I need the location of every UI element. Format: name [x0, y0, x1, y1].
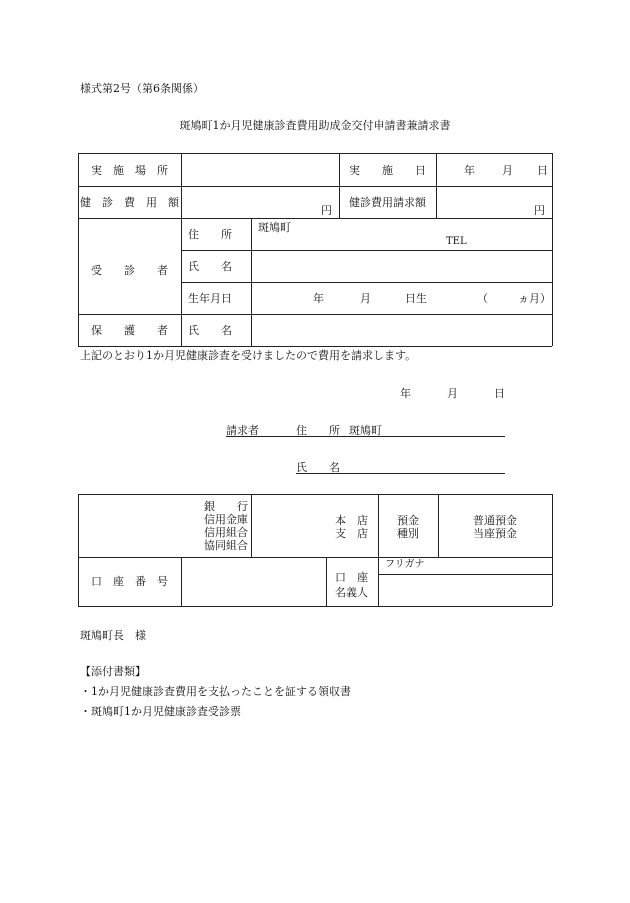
date-year: 年 [464, 164, 475, 177]
venue-label: 実 施 場 所 [91, 164, 168, 177]
addressee: 斑鳩町長 様 [80, 629, 146, 642]
branch-type-branch[interactable]: 支 店 [335, 527, 368, 540]
deposit-type-options [438, 514, 552, 540]
date-line-day: 日 [494, 387, 505, 400]
bank-type-kyodo[interactable]: 協同組合 [204, 539, 248, 552]
venue-field[interactable] [186, 158, 336, 182]
bank-type-list [188, 500, 248, 552]
claimant-name-label: 氏 名 [296, 461, 340, 474]
furigana-label: フリガナ [385, 559, 425, 570]
dob-year: 年 [313, 292, 324, 305]
patient-address-value: 斑鳩町 [258, 221, 291, 234]
branch-type-list [335, 514, 375, 540]
guardian-label: 保 護 者 [91, 324, 168, 337]
dob-month: 月 [360, 292, 371, 305]
date-day: 日 [537, 164, 548, 177]
patient-name-field[interactable] [256, 254, 546, 278]
claimant-name-field[interactable] [345, 455, 503, 473]
deposit-type-ordinary[interactable]: 普通預金 [473, 514, 517, 527]
account-holder-label: 口 座 名義人 [335, 571, 368, 599]
cost-label: 健 診 費 用 額 [80, 196, 179, 209]
claimant-name-underline [296, 473, 505, 474]
deposit-type-label: 預金 種別 [397, 514, 419, 540]
cost-yen: 円 [321, 204, 332, 217]
bank-type-shinkumi[interactable]: 信用組合 [204, 526, 248, 539]
claim-yen: 円 [534, 204, 545, 217]
bank-type-shinkin[interactable]: 信用金庫 [204, 513, 248, 526]
account-holder-field[interactable] [383, 578, 547, 602]
date-month: 月 [502, 164, 513, 177]
age-unit: ヵ月） [518, 292, 551, 305]
account-number-field[interactable] [186, 562, 322, 602]
request-statement: 上記のとおり1か月児健康診査を受けましたので費用を請求します。 [80, 349, 417, 362]
claimant-address-value: 斑鳩町 [349, 424, 382, 437]
guardian-name-label: 氏 名 [188, 324, 232, 337]
bank-type-bank[interactable]: 銀 行 [204, 500, 248, 513]
deposit-type-current[interactable]: 当座預金 [473, 527, 517, 540]
guardian-name-field[interactable] [256, 318, 546, 342]
document-title: 斑鳩町1か月児健康診査費用助成金交付申請書兼請求書 [179, 119, 451, 132]
attachment-item: ・1か月児健康診査費用を支払ったことを証する領収書 [80, 685, 351, 698]
date-label: 実 施 日 [349, 164, 426, 177]
claimant-label: 請求者 [226, 424, 259, 437]
attachment-item: ・斑鳩町1か月児健康診査受診票 [80, 705, 241, 718]
account-number-label: 口 座 番 号 [91, 575, 168, 588]
patient-name-label: 氏 名 [188, 260, 232, 273]
tel-label: TEL [446, 236, 467, 247]
dob-day: 日生 [405, 292, 427, 305]
claim-amount-label: 健診費用請求額 [349, 196, 426, 209]
dob-label: 生年月日 [188, 292, 232, 305]
date-line-month: 月 [447, 387, 458, 400]
form-number: 様式第2号（第6条関係） [80, 82, 204, 95]
date-line-year: 年 [400, 387, 411, 400]
cost-field[interactable] [186, 190, 336, 217]
branch-type-main[interactable]: 本 店 [335, 514, 368, 527]
claimant-address-label: 住 所 [296, 424, 340, 437]
patient-label: 受 診 者 [91, 264, 168, 277]
claimant-address-underline [226, 436, 505, 437]
attachments-heading: 【添付書類】 [80, 665, 146, 678]
patient-address-label: 住 所 [188, 228, 232, 241]
age-open-paren: （ [477, 292, 488, 305]
